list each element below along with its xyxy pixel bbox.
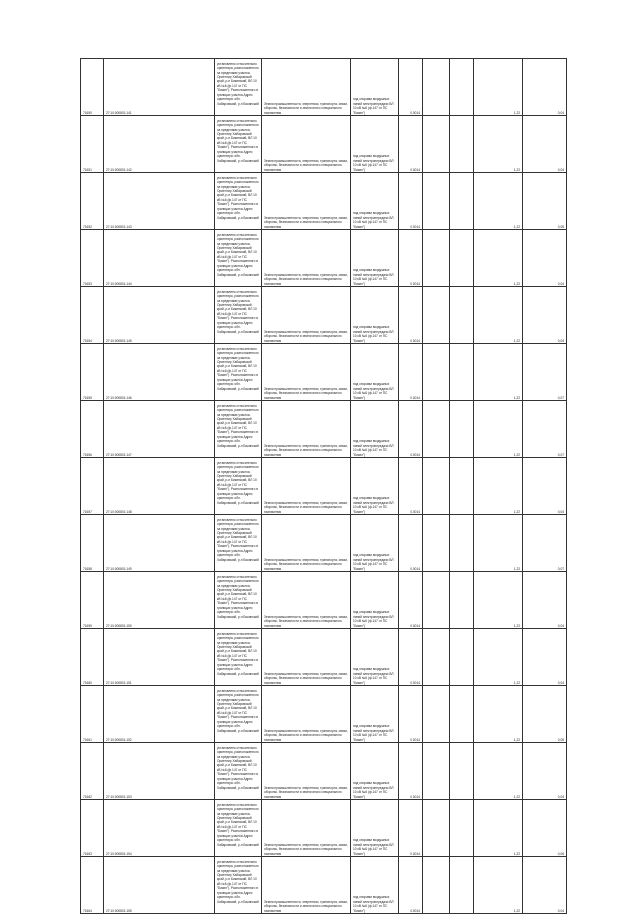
cadastral-number: 27:10:000801:152	[104, 686, 215, 743]
location-text: установлено относительно ориентира, расположенного за пределами участка. Ориентир Хабаровский край, р-н Бикинский, ВЛ 10 кВ №6 (ф.147 от ПС "Бикин"). Расположенного в границах участка Адрес ориентира: обл. Хабаровский, р-н Бикинский	[217, 631, 259, 676]
empty-cell	[423, 59, 450, 116]
land-category: Земли промышленности, энергетики, транспорта, связи, обороны, безопасности и земли иного специального назначения	[262, 173, 351, 230]
table-row	[81, 629, 567, 686]
empty-cell	[423, 230, 450, 287]
permitted-use: под опорами воздушных линий электропередачи ВЛ 10 кВ №6 (ф.147 от ПС "Бикин")	[351, 173, 399, 230]
area-value: 0.0014	[399, 230, 423, 287]
location-text: установлено относительно ориентира, расположенного за пределами участка. Ориентир Хабаровский край, р-н Бикинский, ВЛ 10 кВ №6 (ф.147 от ПС "Бикин"). Расположенного в границах участка Адрес ориентира: обл. Хабаровский, р-н Бикинский	[217, 460, 259, 505]
sum-value: 0,04	[523, 287, 567, 344]
empty-cell	[450, 344, 474, 401]
table-body	[81, 59, 567, 914]
empty-cell	[450, 173, 474, 230]
area-value: 0.0014	[399, 629, 423, 686]
table-row	[81, 458, 567, 515]
land-category: Земли промышленности, энергетики, транспорта, связи, обороны, безопасности и земли иного специального назначения	[262, 230, 351, 287]
rate-value: 1,22	[474, 230, 523, 287]
cadastral-number: 27:10:000801:148	[104, 458, 215, 515]
sum-value: 0,04	[523, 572, 567, 629]
sum-value: 0,04	[523, 230, 567, 287]
location-text: установлено относительно ориентира, расположенного за пределами участка. Ориентир Хабаровский край, р-н Бикинский, ВЛ 10 кВ №6 (ф.147 от ПС "Бикин"). Расположенного в границах участка Адрес ориентира: обл. Хабаровский, р-н Бикинский	[217, 574, 259, 619]
table-row	[81, 401, 567, 458]
table-row	[81, 743, 567, 800]
row-number: 71664	[81, 857, 104, 914]
location-text: установлено относительно ориентира, расположенного за пределами участка. Ориентир Хабаровский край, р-н Бикинский, ВЛ 10 кВ №6 (ф.147 от ПС "Бикин"). Расположенного в границах участка Адрес ориентира: обл. Хабаровский, р-н Бикинский	[217, 61, 259, 106]
location-text: установлено относительно ориентира, расположенного за пределами участка. Ориентир Хабаровский край, р-н Бикинский, ВЛ 10 кВ №6 (ф.147 от ПС "Бикин"). Расположенного в границах участка Адрес ориентира: обл. Хабаровский, р-н Бикинский	[217, 118, 259, 163]
location-text: установлено относительно ориентира, расположенного за пределами участка. Ориентир Хабаровский край, р-н Бикинский, ВЛ 10 кВ №6 (ф.147 от ПС "Бикин"). Расположенного в границах участка Адрес ориентира: обл. Хабаровский, р-н Бикинский	[217, 403, 259, 448]
rate-value: 1,22	[474, 344, 523, 401]
empty-cell	[423, 344, 450, 401]
table-row	[81, 800, 567, 857]
sum-value: 0,04	[523, 743, 567, 800]
sum-value: 0,04	[523, 629, 567, 686]
location-text: установлено относительно ориентира, расположенного за пределами участка. Ориентир Хабаровский край, р-н Бикинский, ВЛ 10 кВ №6 (ф.147 от ПС "Бикин"). Расположенного в границах участка Адрес ориентира: обл. Хабаровский, р-н Бикинский	[217, 289, 259, 334]
land-category: Земли промышленности, энергетики, транспорта, связи, обороны, безопасности и земли иного специального назначения	[262, 800, 351, 857]
location-text: установлено относительно ориентира, расположенного за пределами участка. Ориентир Хабаровский край, р-н Бикинский, ВЛ 10 кВ №6 (ф.147 от ПС "Бикин"). Расположенного в границах участка Адрес ориентира: обл. Хабаровский, р-н Бикинский	[217, 517, 259, 562]
empty-cell	[450, 401, 474, 458]
empty-cell	[423, 515, 450, 572]
land-category: Земли промышленности, энергетики, транспорта, связи, обороны, безопасности и земли иного специального назначения	[262, 686, 351, 743]
row-number: 71651	[81, 116, 104, 173]
location-description	[215, 515, 262, 572]
cadastral-number: 27:10:000801:154	[104, 800, 215, 857]
location-description	[215, 116, 262, 173]
land-category: Земли промышленности, энергетики, транспорта, связи, обороны, безопасности и земли иного специального назначения	[262, 59, 351, 116]
rate-value: 1,22	[474, 686, 523, 743]
area-value: 0.0014	[399, 515, 423, 572]
permitted-use: под опорами воздушных линий электропередачи ВЛ 10 кВ №6 (ф.147 от ПС "Бикин")	[351, 458, 399, 515]
land-category: Земли промышленности, энергетики, транспорта, связи, обороны, безопасности и земли иного специального назначения	[262, 572, 351, 629]
rate-value: 1,22	[474, 743, 523, 800]
empty-cell	[450, 515, 474, 572]
location-description	[215, 686, 262, 743]
area-value: 0.0014	[399, 287, 423, 344]
land-category: Земли промышленности, энергетики, транспорта, связи, обороны, безопасности и земли иного специального назначения	[262, 458, 351, 515]
land-category: Земли промышленности, энергетики, транспорта, связи, обороны, безопасности и земли иного специального назначения	[262, 629, 351, 686]
permitted-use: под опорами воздушных линий электропередачи ВЛ 10 кВ №6 (ф.147 от ПС "Бикин")	[351, 59, 399, 116]
rate-value: 1,22	[474, 116, 523, 173]
row-number: 71656	[81, 401, 104, 458]
sum-value: 0,07	[523, 515, 567, 572]
row-number: 71658	[81, 515, 104, 572]
location-description	[215, 743, 262, 800]
cadastral-number: 27:10:000801:146	[104, 344, 215, 401]
rate-value: 1,22	[474, 800, 523, 857]
area-value: 0.0014	[399, 686, 423, 743]
row-number: 71657	[81, 458, 104, 515]
cadastral-number: 27:10:000801:153	[104, 743, 215, 800]
cadastral-number: 27:10:000801:143	[104, 173, 215, 230]
empty-cell	[450, 230, 474, 287]
rate-value: 1,22	[474, 629, 523, 686]
area-value: 0.0014	[399, 59, 423, 116]
cadastral-number: 27:10:000801:151	[104, 629, 215, 686]
cadastral-number: 27:10:000801:145	[104, 287, 215, 344]
table-row	[81, 572, 567, 629]
area-value: 0.0014	[399, 572, 423, 629]
permitted-use: под опорами воздушных линий электропередачи ВЛ 10 кВ №6 (ф.147 от ПС "Бикин")	[351, 743, 399, 800]
rate-value: 1,22	[474, 287, 523, 344]
permitted-use: под опорами воздушных линий электропередачи ВЛ 10 кВ №6 (ф.147 от ПС "Бикин")	[351, 344, 399, 401]
area-value: 0.0014	[399, 401, 423, 458]
sum-value: 0,04	[523, 116, 567, 173]
area-value: 0.0014	[399, 857, 423, 914]
empty-cell	[450, 287, 474, 344]
sum-value: 0,07	[523, 344, 567, 401]
area-value: 0.0014	[399, 116, 423, 173]
table-row	[81, 287, 567, 344]
empty-cell	[450, 629, 474, 686]
row-number: 71653	[81, 230, 104, 287]
location-description	[215, 572, 262, 629]
cadastral-number: 27:10:000801:150	[104, 572, 215, 629]
location-description	[215, 59, 262, 116]
cadastral-number: 27:10:000801:141	[104, 59, 215, 116]
table-row	[81, 686, 567, 743]
location-description	[215, 344, 262, 401]
sum-value: 0,06	[523, 800, 567, 857]
land-category: Земли промышленности, энергетики, транспорта, связи, обороны, безопасности и земли иного специального назначения	[262, 401, 351, 458]
empty-cell	[423, 800, 450, 857]
cadastral-number: 27:10:000801:155	[104, 857, 215, 914]
rate-value: 1,22	[474, 173, 523, 230]
empty-cell	[450, 800, 474, 857]
land-category: Земли промышленности, энергетики, транспорта, связи, обороны, безопасности и земли иного специального назначения	[262, 515, 351, 572]
row-number: 71663	[81, 800, 104, 857]
location-text: установлено относительно ориентира, расположенного за пределами участка. Ориентир Хабаровский край, р-н Бикинский, ВЛ 10 кВ №6 (ф.147 от ПС "Бикин"). Расположенного в границах участка Адрес ориентира: обл. Хабаровский, р-н Бикинский	[217, 802, 259, 847]
land-category: Земли промышленности, энергетики, транспорта, связи, обороны, безопасности и земли иного специального назначения	[262, 116, 351, 173]
cadastral-number: 27:10:000801:144	[104, 230, 215, 287]
row-number: 71661	[81, 686, 104, 743]
permitted-use: под опорами воздушных линий электропередачи ВЛ 10 кВ №6 (ф.147 от ПС "Бикин")	[351, 515, 399, 572]
rate-value: 1,22	[474, 59, 523, 116]
empty-cell	[423, 458, 450, 515]
empty-cell	[450, 572, 474, 629]
rate-value: 1,22	[474, 515, 523, 572]
location-text: установлено относительно ориентира, расположенного за пределами участка. Ориентир Хабаровский край, р-н Бикинский, ВЛ 10 кВ №6 (ф.147 от ПС "Бикин"). Расположенного в границах участка Адрес ориентира: обл. Хабаровский, р-н Бикинский	[217, 175, 259, 220]
row-number: 71654	[81, 287, 104, 344]
table-row	[81, 515, 567, 572]
permitted-use: под опорами воздушных линий электропередачи ВЛ 10 кВ №6 (ф.147 от ПС "Бикин")	[351, 800, 399, 857]
permitted-use: под опорами воздушных линий электропередачи ВЛ 10 кВ №6 (ф.147 от ПС "Бикин")	[351, 629, 399, 686]
location-text: установлено относительно ориентира, расположенного за пределами участка. Ориентир Хабаровский край, р-н Бикинский, ВЛ 10 кВ №6 (ф.147 от ПС "Бикин"). Расположенного в границах участка Адрес ориентира: обл. Хабаровский, р-н Бикинский	[217, 346, 259, 391]
empty-cell	[450, 59, 474, 116]
table-row	[81, 173, 567, 230]
permitted-use: под опорами воздушных линий электропередачи ВЛ 10 кВ №6 (ф.147 от ПС "Бикин")	[351, 230, 399, 287]
sum-value: 0,05	[523, 686, 567, 743]
empty-cell	[423, 572, 450, 629]
empty-cell	[450, 116, 474, 173]
sum-value: 0,05	[523, 173, 567, 230]
sum-value: 0,07	[523, 401, 567, 458]
permitted-use: под опорами воздушных линий электропередачи ВЛ 10 кВ №6 (ф.147 от ПС "Бикин")	[351, 287, 399, 344]
permitted-use: под опорами воздушных линий электропередачи ВЛ 10 кВ №6 (ф.147 от ПС "Бикин")	[351, 116, 399, 173]
area-value: 0.0014	[399, 743, 423, 800]
land-category: Земли промышленности, энергетики, транспорта, связи, обороны, безопасности и земли иного специального назначения	[262, 857, 351, 914]
rate-value: 1,22	[474, 857, 523, 914]
cadastral-number: 27:10:000801:142	[104, 116, 215, 173]
empty-cell	[423, 686, 450, 743]
empty-cell	[450, 743, 474, 800]
sum-value: 0,04	[523, 458, 567, 515]
location-description	[215, 401, 262, 458]
rate-value: 1,22	[474, 458, 523, 515]
area-value: 0.0014	[399, 800, 423, 857]
location-description	[215, 230, 262, 287]
empty-cell	[423, 743, 450, 800]
cadastral-number: 27:10:000801:149	[104, 515, 215, 572]
permitted-use: под опорами воздушных линий электропередачи ВЛ 10 кВ №6 (ф.147 от ПС "Бикин")	[351, 401, 399, 458]
location-description	[215, 287, 262, 344]
location-description	[215, 629, 262, 686]
row-number: 71650	[81, 59, 104, 116]
area-value: 0.0014	[399, 458, 423, 515]
land-plots-table	[80, 58, 567, 914]
empty-cell	[423, 629, 450, 686]
rate-value: 1,22	[474, 572, 523, 629]
location-description	[215, 800, 262, 857]
empty-cell	[423, 287, 450, 344]
empty-cell	[423, 116, 450, 173]
land-category: Земли промышленности, энергетики, транспорта, связи, обороны, безопасности и земли иного специального назначения	[262, 344, 351, 401]
empty-cell	[450, 686, 474, 743]
table-row	[81, 59, 567, 116]
area-value: 0.0014	[399, 173, 423, 230]
location-text: установлено относительно ориентира, расположенного за пределами участка. Ориентир Хабаровский край, р-н Бикинский, ВЛ 10 кВ №6 (ф.147 от ПС "Бикин"). Расположенного в границах участка Адрес ориентира: обл. Хабаровский, р-н Бикинский	[217, 688, 259, 733]
sum-value: 0,04	[523, 857, 567, 914]
cadastral-number: 27:10:000801:147	[104, 401, 215, 458]
permitted-use: под опорами воздушных линий электропередачи ВЛ 10 кВ №6 (ф.147 от ПС "Бикин")	[351, 572, 399, 629]
table-row	[81, 344, 567, 401]
row-number: 71652	[81, 173, 104, 230]
area-value: 0.0014	[399, 344, 423, 401]
land-category: Земли промышленности, энергетики, транспорта, связи, обороны, безопасности и земли иного специального назначения	[262, 743, 351, 800]
permitted-use: под опорами воздушных линий электропередачи ВЛ 10 кВ №6 (ф.147 от ПС "Бикин")	[351, 857, 399, 914]
row-number: 71655	[81, 344, 104, 401]
row-number: 71659	[81, 572, 104, 629]
row-number: 71662	[81, 743, 104, 800]
location-description	[215, 173, 262, 230]
location-text: установлено относительно ориентира, расположенного за пределами участка. Ориентир Хабаровский край, р-н Бикинский, ВЛ 10 кВ №6 (ф.147 от ПС "Бикин"). Расположенного в границах участка Адрес ориентира: обл. Хабаровский, р-н Бикинский	[217, 745, 259, 790]
sum-value: 0,04	[523, 59, 567, 116]
location-text: установлено относительно ориентира, расположенного за пределами участка. Ориентир Хабаровский край, р-н Бикинский, ВЛ 10 кВ №6 (ф.147 от ПС "Бикин"). Расположенного в границах участка Адрес ориентира: обл. Хабаровский, р-н Бикинский	[217, 859, 259, 904]
row-number: 71660	[81, 629, 104, 686]
empty-cell	[450, 458, 474, 515]
permitted-use: под опорами воздушных линий электропередачи ВЛ 10 кВ №6 (ф.147 от ПС "Бикин")	[351, 686, 399, 743]
table-row	[81, 230, 567, 287]
empty-cell	[423, 173, 450, 230]
location-text: установлено относительно ориентира, расположенного за пределами участка. Ориентир Хабаровский край, р-н Бикинский, ВЛ 10 кВ №6 (ф.147 от ПС "Бикин"). Расположенного в границах участка Адрес ориентира: обл. Хабаровский, р-н Бикинский	[217, 232, 259, 277]
empty-cell	[423, 401, 450, 458]
rate-value: 1,22	[474, 401, 523, 458]
land-category: Земли промышленности, энергетики, транспорта, связи, обороны, безопасности и земли иного специального назначения	[262, 287, 351, 344]
table-row	[81, 116, 567, 173]
location-description	[215, 458, 262, 515]
